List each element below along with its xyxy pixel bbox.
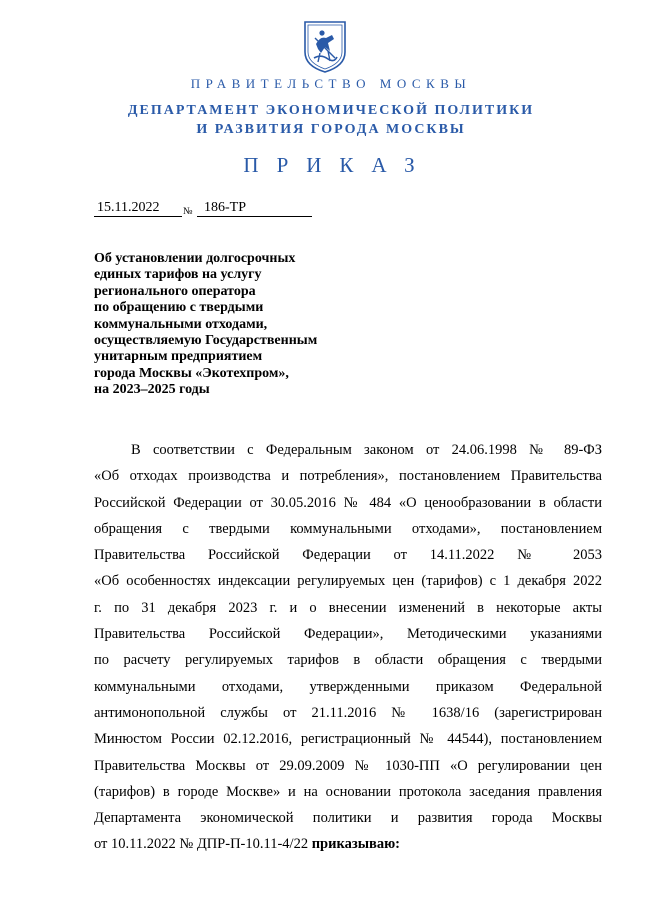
body-line: Российской Федерации от 30.05.2016 № 484 «О ценообразовании в области [94, 494, 602, 511]
subject-line: осуществляемую Государственным [94, 333, 318, 349]
department-title-line1: ДЕПАРТАМЕНТ ЭКОНОМИЧЕСКОЙ ПОЛИТИКИ [127, 103, 535, 118]
department-title-line2: И РАЗВИТИЯ ГОРОДА МОСКВЫ [196, 122, 466, 137]
body-line: обращения с твердыми коммунальными отходами», постановлением [94, 520, 602, 537]
moscow-coat-of-arms-icon [301, 18, 349, 74]
order-number: 186-ТР [197, 199, 312, 217]
body-line: Правительства Москвы от 29.09.2009 № 1030-ПП «О регулировании цен [94, 757, 602, 774]
number-sign: № [183, 206, 193, 217]
subject-line: унитарным предприятием [94, 349, 263, 365]
body-line: г. по 31 декабря 2023 г. и о внесении изменений в некоторые акты [94, 599, 602, 616]
order-date: 15.11.2022 [94, 199, 182, 217]
order-directive-word: приказываю: [311, 836, 400, 853]
subject-line: регионального оператора [94, 283, 256, 299]
order-subject [94, 251, 394, 399]
body-line: «Об особенностях индексации регулируемых цен (тарифов) с 1 декабря 2022 [94, 573, 602, 590]
body-line: Департамента экономической политики и развития города Москвы [94, 810, 602, 827]
body-line: коммунальными отходами, утвержденными приказом Федеральной [94, 678, 602, 695]
government-title: ПРАВИТЕЛЬСТВО МОСКВЫ [190, 76, 472, 91]
body-line-final [94, 831, 602, 857]
body-line: (тарифов) в городе Москве» и на основании протокола заседания правления [94, 783, 602, 800]
subject-line: коммунальными отходами, [94, 316, 268, 332]
body-line-final-text: от 10.11.2022 № ДПР-П-10.11-4/22 [94, 836, 312, 853]
subject-line: на 2023–2025 годы [94, 382, 210, 398]
subject-line: по обращению с твердыми [94, 300, 264, 316]
department-title [0, 101, 650, 139]
body-line: В соответствии с Федеральным законом от 24.06.1998 № 89-ФЗ [131, 442, 602, 458]
subject-line: Об установлении долгосрочных [94, 251, 296, 266]
body-line: Правительства Российской Федерации», Методическими указаниями [94, 626, 602, 643]
body-line: по расчету регулируемых тарифов в области обращения с твердыми [94, 652, 602, 669]
body-line: антимонопольной службы от 21.11.2016 № 1638/16 (зарегистрирован [94, 704, 602, 721]
subject-line: единых тарифов на услугу [94, 267, 262, 283]
body-line: «Об отходах производства и потребления», постановлением Правительства [94, 468, 602, 485]
body-line: Минюстом России 02.12.2016, регистрационный № 44544), постановлением [94, 731, 602, 748]
subject-line: города Москвы «Экотехпром», [94, 365, 289, 381]
body-line: Правительства Российской Федерации от 14.11.2022 № 2053 [94, 547, 602, 564]
document-type-title: ПРИКАЗ [243, 153, 433, 177]
order-body [94, 437, 602, 858]
